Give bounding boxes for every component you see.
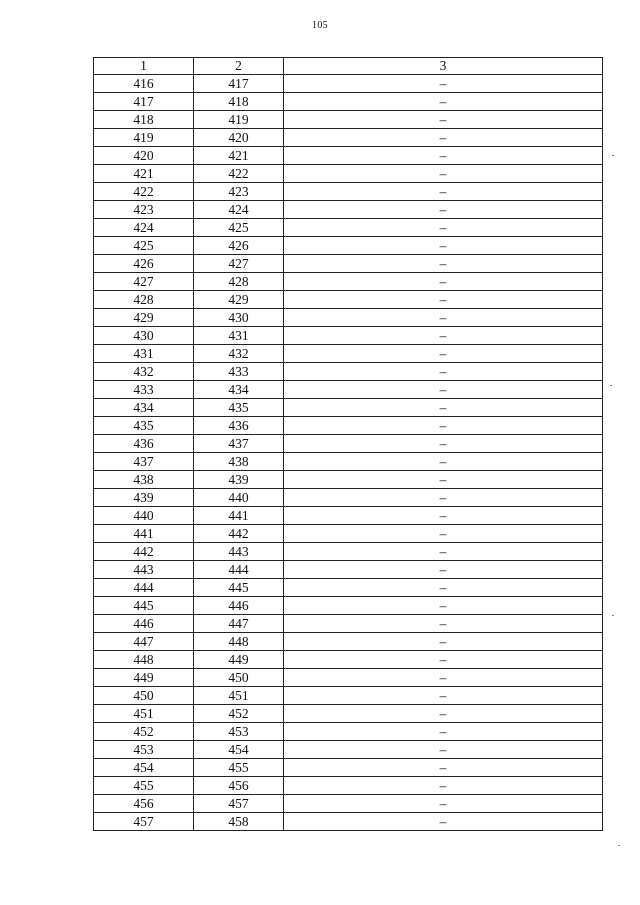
table-cell-col-2: 450 — [194, 669, 284, 687]
table-cell-col-3: – — [284, 579, 603, 597]
table-cell-col-2: 456 — [194, 777, 284, 795]
table-row — [94, 363, 603, 381]
table-cell-col-1: 454 — [94, 759, 194, 777]
table-cell-col-2: 436 — [194, 417, 284, 435]
table-row — [94, 741, 603, 759]
table-cell-col-1: 449 — [94, 669, 194, 687]
table-row — [94, 255, 603, 273]
table-cell-col-1: 435 — [94, 417, 194, 435]
table-cell-col-2: 447 — [194, 615, 284, 633]
table-cell-col-2: 431 — [194, 327, 284, 345]
table-cell-col-3: – — [284, 309, 603, 327]
table-cell-col-1: 432 — [94, 363, 194, 381]
table-row — [94, 237, 603, 255]
table-body — [94, 75, 603, 831]
table-cell-col-2: 437 — [194, 435, 284, 453]
table-row — [94, 759, 603, 777]
table-cell-col-3: – — [284, 795, 603, 813]
table-cell-col-2: 438 — [194, 453, 284, 471]
table-cell-col-2: 457 — [194, 795, 284, 813]
table-cell-col-1: 421 — [94, 165, 194, 183]
table-cell-col-3: – — [284, 471, 603, 489]
table-cell-col-3: – — [284, 525, 603, 543]
table-cell-col-1: 455 — [94, 777, 194, 795]
table-row — [94, 615, 603, 633]
table-cell-col-1: 426 — [94, 255, 194, 273]
table-cell-col-1: 434 — [94, 399, 194, 417]
table-row — [94, 309, 603, 327]
table-cell-col-1: 444 — [94, 579, 194, 597]
table-row — [94, 345, 603, 363]
table-row — [94, 435, 603, 453]
table-cell-col-2: 428 — [194, 273, 284, 291]
table-row — [94, 633, 603, 651]
table-cell-col-1: 433 — [94, 381, 194, 399]
table-cell-col-1: 457 — [94, 813, 194, 831]
table-cell-col-1: 446 — [94, 615, 194, 633]
table-cell-col-3: – — [284, 129, 603, 147]
table-cell-col-2: 449 — [194, 651, 284, 669]
table-cell-col-3: – — [284, 291, 603, 309]
table-row — [94, 597, 603, 615]
table-header — [94, 58, 603, 75]
table-cell-col-3: – — [284, 597, 603, 615]
scan-speck — [610, 385, 612, 386]
table-row — [94, 399, 603, 417]
table-cell-col-2: 444 — [194, 561, 284, 579]
table-cell-col-2: 451 — [194, 687, 284, 705]
table-cell-col-2: 439 — [194, 471, 284, 489]
table-cell-col-2: 432 — [194, 345, 284, 363]
table-row — [94, 291, 603, 309]
table-cell-col-1: 417 — [94, 93, 194, 111]
table-cell-col-3: – — [284, 723, 603, 741]
scan-speck — [618, 845, 620, 846]
table-cell-col-3: – — [284, 669, 603, 687]
table-cell-col-3: – — [284, 381, 603, 399]
table-row — [94, 777, 603, 795]
table-cell-col-3: – — [284, 435, 603, 453]
table-cell-col-3: – — [284, 255, 603, 273]
table-cell-col-3: – — [284, 363, 603, 381]
table-cell-col-1: 443 — [94, 561, 194, 579]
table-row — [94, 813, 603, 831]
data-table — [93, 57, 603, 831]
table-cell-col-2: 435 — [194, 399, 284, 417]
table-cell-col-2: 452 — [194, 705, 284, 723]
table-cell-col-3: – — [284, 453, 603, 471]
table-cell-col-3: – — [284, 813, 603, 831]
table-cell-col-1: 424 — [94, 219, 194, 237]
table-cell-col-3: – — [284, 507, 603, 525]
table-cell-col-1: 445 — [94, 597, 194, 615]
table-cell-col-2: 424 — [194, 201, 284, 219]
column-header-2: 2 — [194, 58, 284, 75]
table-cell-col-1: 448 — [94, 651, 194, 669]
table-row — [94, 219, 603, 237]
table-cell-col-1: 456 — [94, 795, 194, 813]
table-cell-col-3: – — [284, 93, 603, 111]
table-cell-col-2: 421 — [194, 147, 284, 165]
table-cell-col-1: 440 — [94, 507, 194, 525]
table-cell-col-3: – — [284, 183, 603, 201]
table-cell-col-3: – — [284, 687, 603, 705]
table-cell-col-3: – — [284, 759, 603, 777]
table-cell-col-3: – — [284, 633, 603, 651]
table-cell-col-2: 422 — [194, 165, 284, 183]
table-cell-col-1: 423 — [94, 201, 194, 219]
table-row — [94, 525, 603, 543]
table-cell-col-3: – — [284, 741, 603, 759]
table-cell-col-1: 438 — [94, 471, 194, 489]
table-cell-col-2: 430 — [194, 309, 284, 327]
table-cell-col-2: 419 — [194, 111, 284, 129]
table-row — [94, 543, 603, 561]
table-cell-col-1: 422 — [94, 183, 194, 201]
table-row — [94, 417, 603, 435]
table-row — [94, 723, 603, 741]
table-cell-col-3: – — [284, 111, 603, 129]
table-row — [94, 669, 603, 687]
table-cell-col-1: 428 — [94, 291, 194, 309]
table-row — [94, 147, 603, 165]
table-row — [94, 129, 603, 147]
table-cell-col-2: 433 — [194, 363, 284, 381]
table-cell-col-1: 431 — [94, 345, 194, 363]
table-cell-col-3: – — [284, 327, 603, 345]
table-cell-col-1: 425 — [94, 237, 194, 255]
table-cell-col-3: – — [284, 165, 603, 183]
table-row — [94, 381, 603, 399]
table-row — [94, 273, 603, 291]
table-row — [94, 579, 603, 597]
table-cell-col-3: – — [284, 345, 603, 363]
table-cell-col-2: 417 — [194, 75, 284, 93]
table-row — [94, 183, 603, 201]
table-cell-col-2: 426 — [194, 237, 284, 255]
table-row — [94, 453, 603, 471]
table-row — [94, 93, 603, 111]
table-row — [94, 651, 603, 669]
table-cell-col-3: – — [284, 237, 603, 255]
table-cell-col-2: 443 — [194, 543, 284, 561]
table-row — [94, 111, 603, 129]
table-cell-col-1: 450 — [94, 687, 194, 705]
table-cell-col-2: 455 — [194, 759, 284, 777]
table-cell-col-1: 442 — [94, 543, 194, 561]
table-cell-col-1: 447 — [94, 633, 194, 651]
table-cell-col-1: 427 — [94, 273, 194, 291]
table-cell-col-1: 419 — [94, 129, 194, 147]
table-cell-col-3: – — [284, 147, 603, 165]
table-cell-col-2: 448 — [194, 633, 284, 651]
table-cell-col-1: 437 — [94, 453, 194, 471]
table-row — [94, 165, 603, 183]
table-cell-col-3: – — [284, 651, 603, 669]
table-row — [94, 561, 603, 579]
table-cell-col-1: 416 — [94, 75, 194, 93]
table-cell-col-3: – — [284, 399, 603, 417]
table-cell-col-1: 439 — [94, 489, 194, 507]
table-cell-col-1: 430 — [94, 327, 194, 345]
table-cell-col-1: 429 — [94, 309, 194, 327]
table-row — [94, 795, 603, 813]
scan-speck — [612, 155, 614, 156]
table-row — [94, 705, 603, 723]
table-cell-col-1: 451 — [94, 705, 194, 723]
table-cell-col-3: – — [284, 219, 603, 237]
table-row — [94, 201, 603, 219]
table-cell-col-2: 440 — [194, 489, 284, 507]
table-cell-col-2: 454 — [194, 741, 284, 759]
column-header-3: 3 — [284, 58, 603, 75]
table-row — [94, 687, 603, 705]
table-cell-col-2: 445 — [194, 579, 284, 597]
table-cell-col-2: 427 — [194, 255, 284, 273]
page-number: 105 — [312, 20, 328, 31]
table-cell-col-2: 423 — [194, 183, 284, 201]
table-cell-col-3: – — [284, 417, 603, 435]
table-cell-col-2: 453 — [194, 723, 284, 741]
table-row — [94, 471, 603, 489]
table-cell-col-1: 452 — [94, 723, 194, 741]
table-row — [94, 75, 603, 93]
table-cell-col-1: 453 — [94, 741, 194, 759]
table-cell-col-3: – — [284, 777, 603, 795]
table-cell-col-2: 429 — [194, 291, 284, 309]
table-cell-col-1: 418 — [94, 111, 194, 129]
table-row — [94, 507, 603, 525]
table-cell-col-1: 441 — [94, 525, 194, 543]
header-row — [94, 58, 603, 75]
table-cell-col-2: 441 — [194, 507, 284, 525]
table-cell-col-3: – — [284, 201, 603, 219]
table-cell-col-3: – — [284, 705, 603, 723]
table-cell-col-1: 420 — [94, 147, 194, 165]
table-cell-col-2: 425 — [194, 219, 284, 237]
table-cell-col-3: – — [284, 489, 603, 507]
table-cell-col-3: – — [284, 543, 603, 561]
table-row — [94, 327, 603, 345]
table-cell-col-2: 458 — [194, 813, 284, 831]
table-row — [94, 489, 603, 507]
table-cell-col-2: 418 — [194, 93, 284, 111]
table-cell-col-3: – — [284, 75, 603, 93]
table-cell-col-2: 420 — [194, 129, 284, 147]
table-cell-col-3: – — [284, 561, 603, 579]
table-cell-col-2: 434 — [194, 381, 284, 399]
table-cell-col-2: 446 — [194, 597, 284, 615]
scan-speck — [612, 615, 614, 616]
column-header-1: 1 — [94, 58, 194, 75]
table-cell-col-1: 436 — [94, 435, 194, 453]
table-cell-col-3: – — [284, 273, 603, 291]
table-cell-col-2: 442 — [194, 525, 284, 543]
table-cell-col-3: – — [284, 615, 603, 633]
